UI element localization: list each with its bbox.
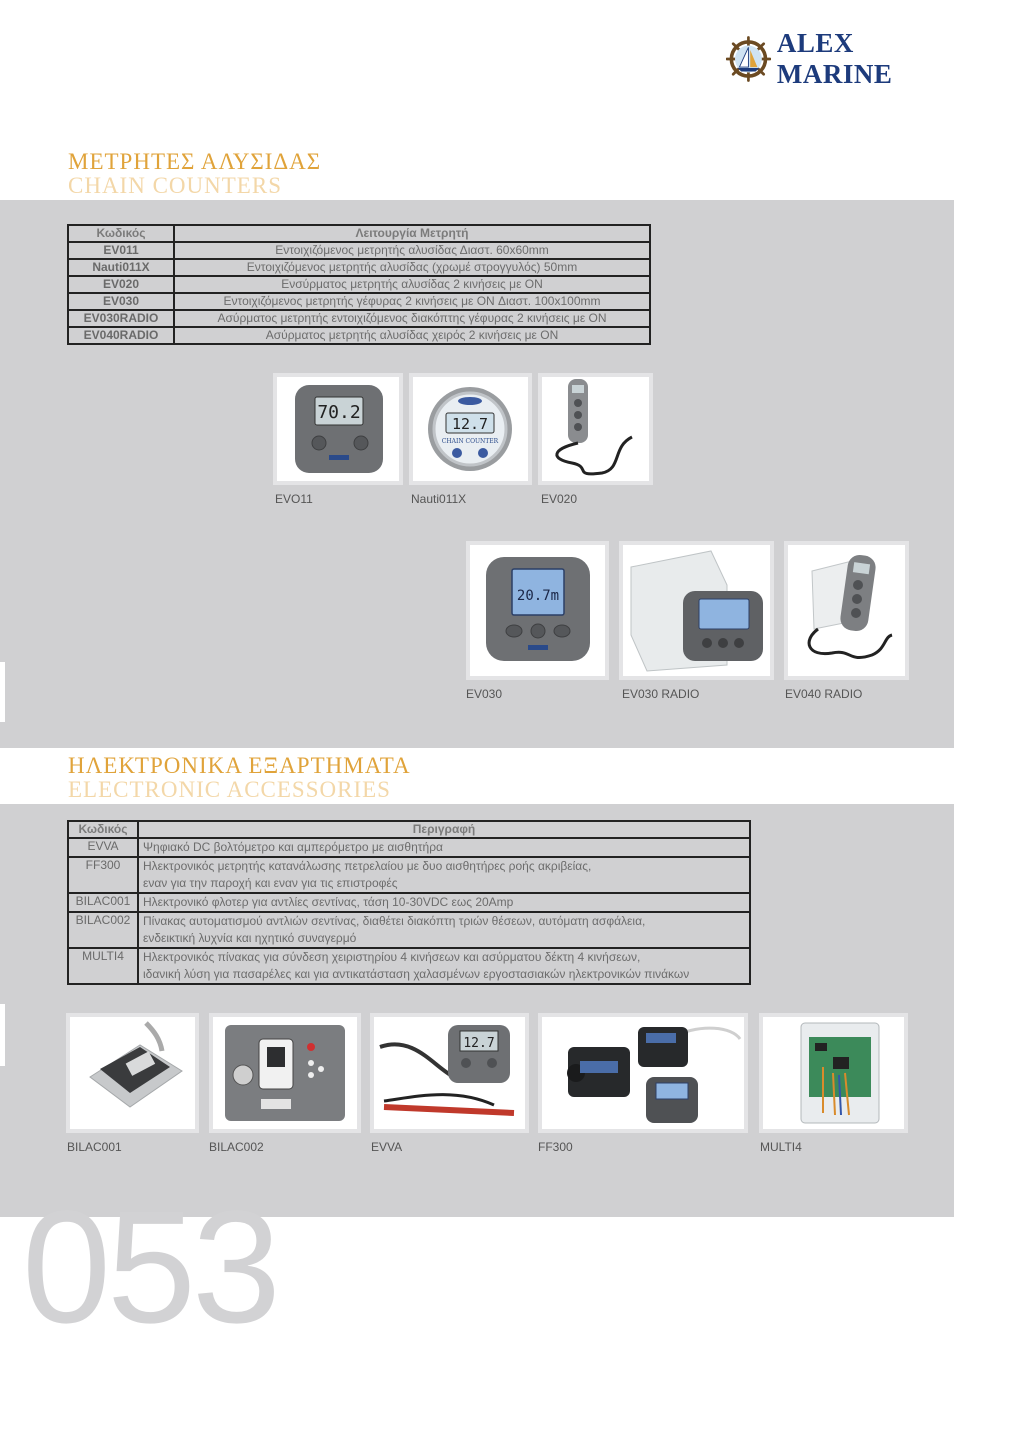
product-caption: EV040 RADIO [785,687,863,701]
product-description: Ενσύρματος μετρητής αλυσίδας 2 κινήσεις με ON [174,276,650,293]
column-header: Λειτουργία Μετρητή [174,225,650,242]
product-image-ff300[interactable] [538,1013,748,1133]
product-image-nauti011x[interactable] [409,373,532,485]
product-image-evva[interactable] [370,1013,529,1133]
brand-name: ALEX MARINE [776,28,893,89]
table-row [68,857,750,893]
product-caption: EV030 RADIO [622,687,700,701]
product-description: Εντοιχιζόμενος μετρητής γέφυρας 2 κινήσεις με ON Διαστ. 100x100mm [174,293,650,310]
display-reading: 12.7 [451,415,489,433]
chain-counters-table [67,224,651,345]
brand-logo [726,28,956,89]
display-reading: 20.7m [516,588,560,604]
product-caption: FF300 [538,1140,573,1154]
fuel-meter-icon [542,1017,744,1129]
product-code: EV011 [68,242,174,259]
column-header: Κωδικός [68,821,138,838]
product-code: EV030 [68,293,174,310]
product-caption: EV030 [466,687,503,701]
page-number: 053 [22,1177,277,1356]
table-row [68,912,750,948]
product-caption: EVVA [371,1140,403,1154]
display-reading: 12.7 [463,1036,495,1051]
description-line: Πίνακας αυτοματισμού αντλιών σεντίνας, διαθέτει διακόπτη τριών θέσεων, αυτόματη ασφάλεια, [143,914,646,928]
counter-device-icon [277,377,399,481]
description-line: εναν για την παροχή και εναν για τις επιστροφές [143,876,398,890]
product-code: EVVA [68,838,138,857]
product-image-bilac002[interactable] [209,1013,361,1133]
product-image-ev030[interactable] [466,541,609,680]
product-code: BILAC002 [68,912,138,948]
column-header: Κωδικός [68,225,174,242]
product-code: FF300 [68,857,138,893]
round-counter-icon [413,377,528,481]
product-image-bilac001[interactable] [66,1013,199,1133]
description-line: Ηλεκτρονικός πίνακας για σύνδεση χειριστηρίου 4 κινήσεων και ασύρματου δέκτη 4 κινήσεων, [143,950,641,964]
product-caption: BILAC002 [209,1140,264,1154]
chain-counters-title-gr: ΜΕΤΡΗΤΕΣ ΑΛΥΣΙΔΑΣ [68,149,322,174]
product-image-ev030-radio[interactable] [619,541,774,680]
table-row [68,948,750,984]
table-row [68,259,650,276]
control-box-icon [763,1017,904,1129]
table-row [68,327,650,344]
wireless-handheld-icon [788,545,905,676]
description-line: Ψηφιακό DC βολτόμετρο και αμπερόμετρο με αισθητήρα [143,840,443,854]
accessories-table [67,820,751,985]
product-image-ev020[interactable] [538,373,653,485]
bridge-counter-icon [470,545,605,676]
description-line: ιδανική λύση για πασαρέλες και για αντικατάσταση χαλασμένων εργοστασιακών ηλεκτρονικών πινάκων [143,967,690,981]
product-caption: Nauti011X [411,492,467,506]
radio-receiver-box-icon [623,545,770,676]
product-caption: MULTI4 [760,1140,802,1154]
product-description: Εντοιχιζόμενος μετρητής αλυσίδας (χρωμέ στρογγυλός) 50mm [174,259,650,276]
edge-marker [0,1004,5,1066]
product-caption: BILAC001 [67,1140,122,1154]
product-code: BILAC001 [68,893,138,912]
description-line: Ηλεκτρονικό φλοτερ για αντλίες σεντίνας, τάση 10-30VDC εως 20Amp [143,895,514,909]
accessories-title-gr: ΗΛΕΚΤΡΟΝΙΚΑ ΕΞΑΡΤΗΜΑΤΑ [68,753,411,778]
badge-label: CHAIN COUNTER [441,438,499,445]
edge-marker [0,662,5,722]
table-header-row [68,225,650,242]
table-row [68,276,650,293]
product-description: Ασύρματος μετρητής αλυσίδας χειρός 2 κινήσεις με ON [174,327,650,344]
table-row [68,242,650,259]
product-code: EV020 [68,276,174,293]
chain-counters-heading [68,150,321,198]
table-row [68,893,750,912]
table-header-row [68,821,750,838]
product-code: EV030RADIO [68,310,174,327]
description-line: Ηλεκτρονικός μετρητής κατανάλωσης πετρελαίου με δυο αισθητήρες ροής ακριβείας, [143,859,592,873]
table-row [68,838,750,857]
ship-wheel-icon [726,34,771,84]
bilge-panel-icon [213,1017,357,1129]
product-description: Εντοιχιζόμενος μετρητής αλυσίδας Διαστ. 60x60mm [174,242,650,259]
table-row [68,293,650,310]
column-header: Περιγραφή [138,821,750,838]
table-row [68,310,650,327]
chain-counters-title-en: CHAIN COUNTERS [68,173,282,198]
product-image-multi4[interactable] [759,1013,908,1133]
electronic-accessories-heading [68,754,411,802]
description-line: ενδεικτική λυχνία και ηχητικό συναγερμό [143,931,357,945]
product-code: MULTI4 [68,948,138,984]
product-code: Nauti011X [68,259,174,276]
product-image-ev011[interactable] [273,373,403,485]
product-caption: EVO11 [275,492,313,506]
display-reading: 70.2 [317,402,361,423]
product-code: EV040RADIO [68,327,174,344]
handheld-remote-icon [542,377,649,481]
float-switch-icon [70,1017,195,1129]
voltmeter-icon [374,1017,525,1129]
product-caption: EV020 [541,492,578,506]
accessories-title-en: ELECTRONIC ACCESSORIES [68,777,391,802]
product-description: Ασύρματος μετρητής εντοιχιζόμενος διακόπτης γέφυρας 2 κινήσεις με ON [174,310,650,327]
product-image-ev040-radio[interactable] [784,541,909,680]
